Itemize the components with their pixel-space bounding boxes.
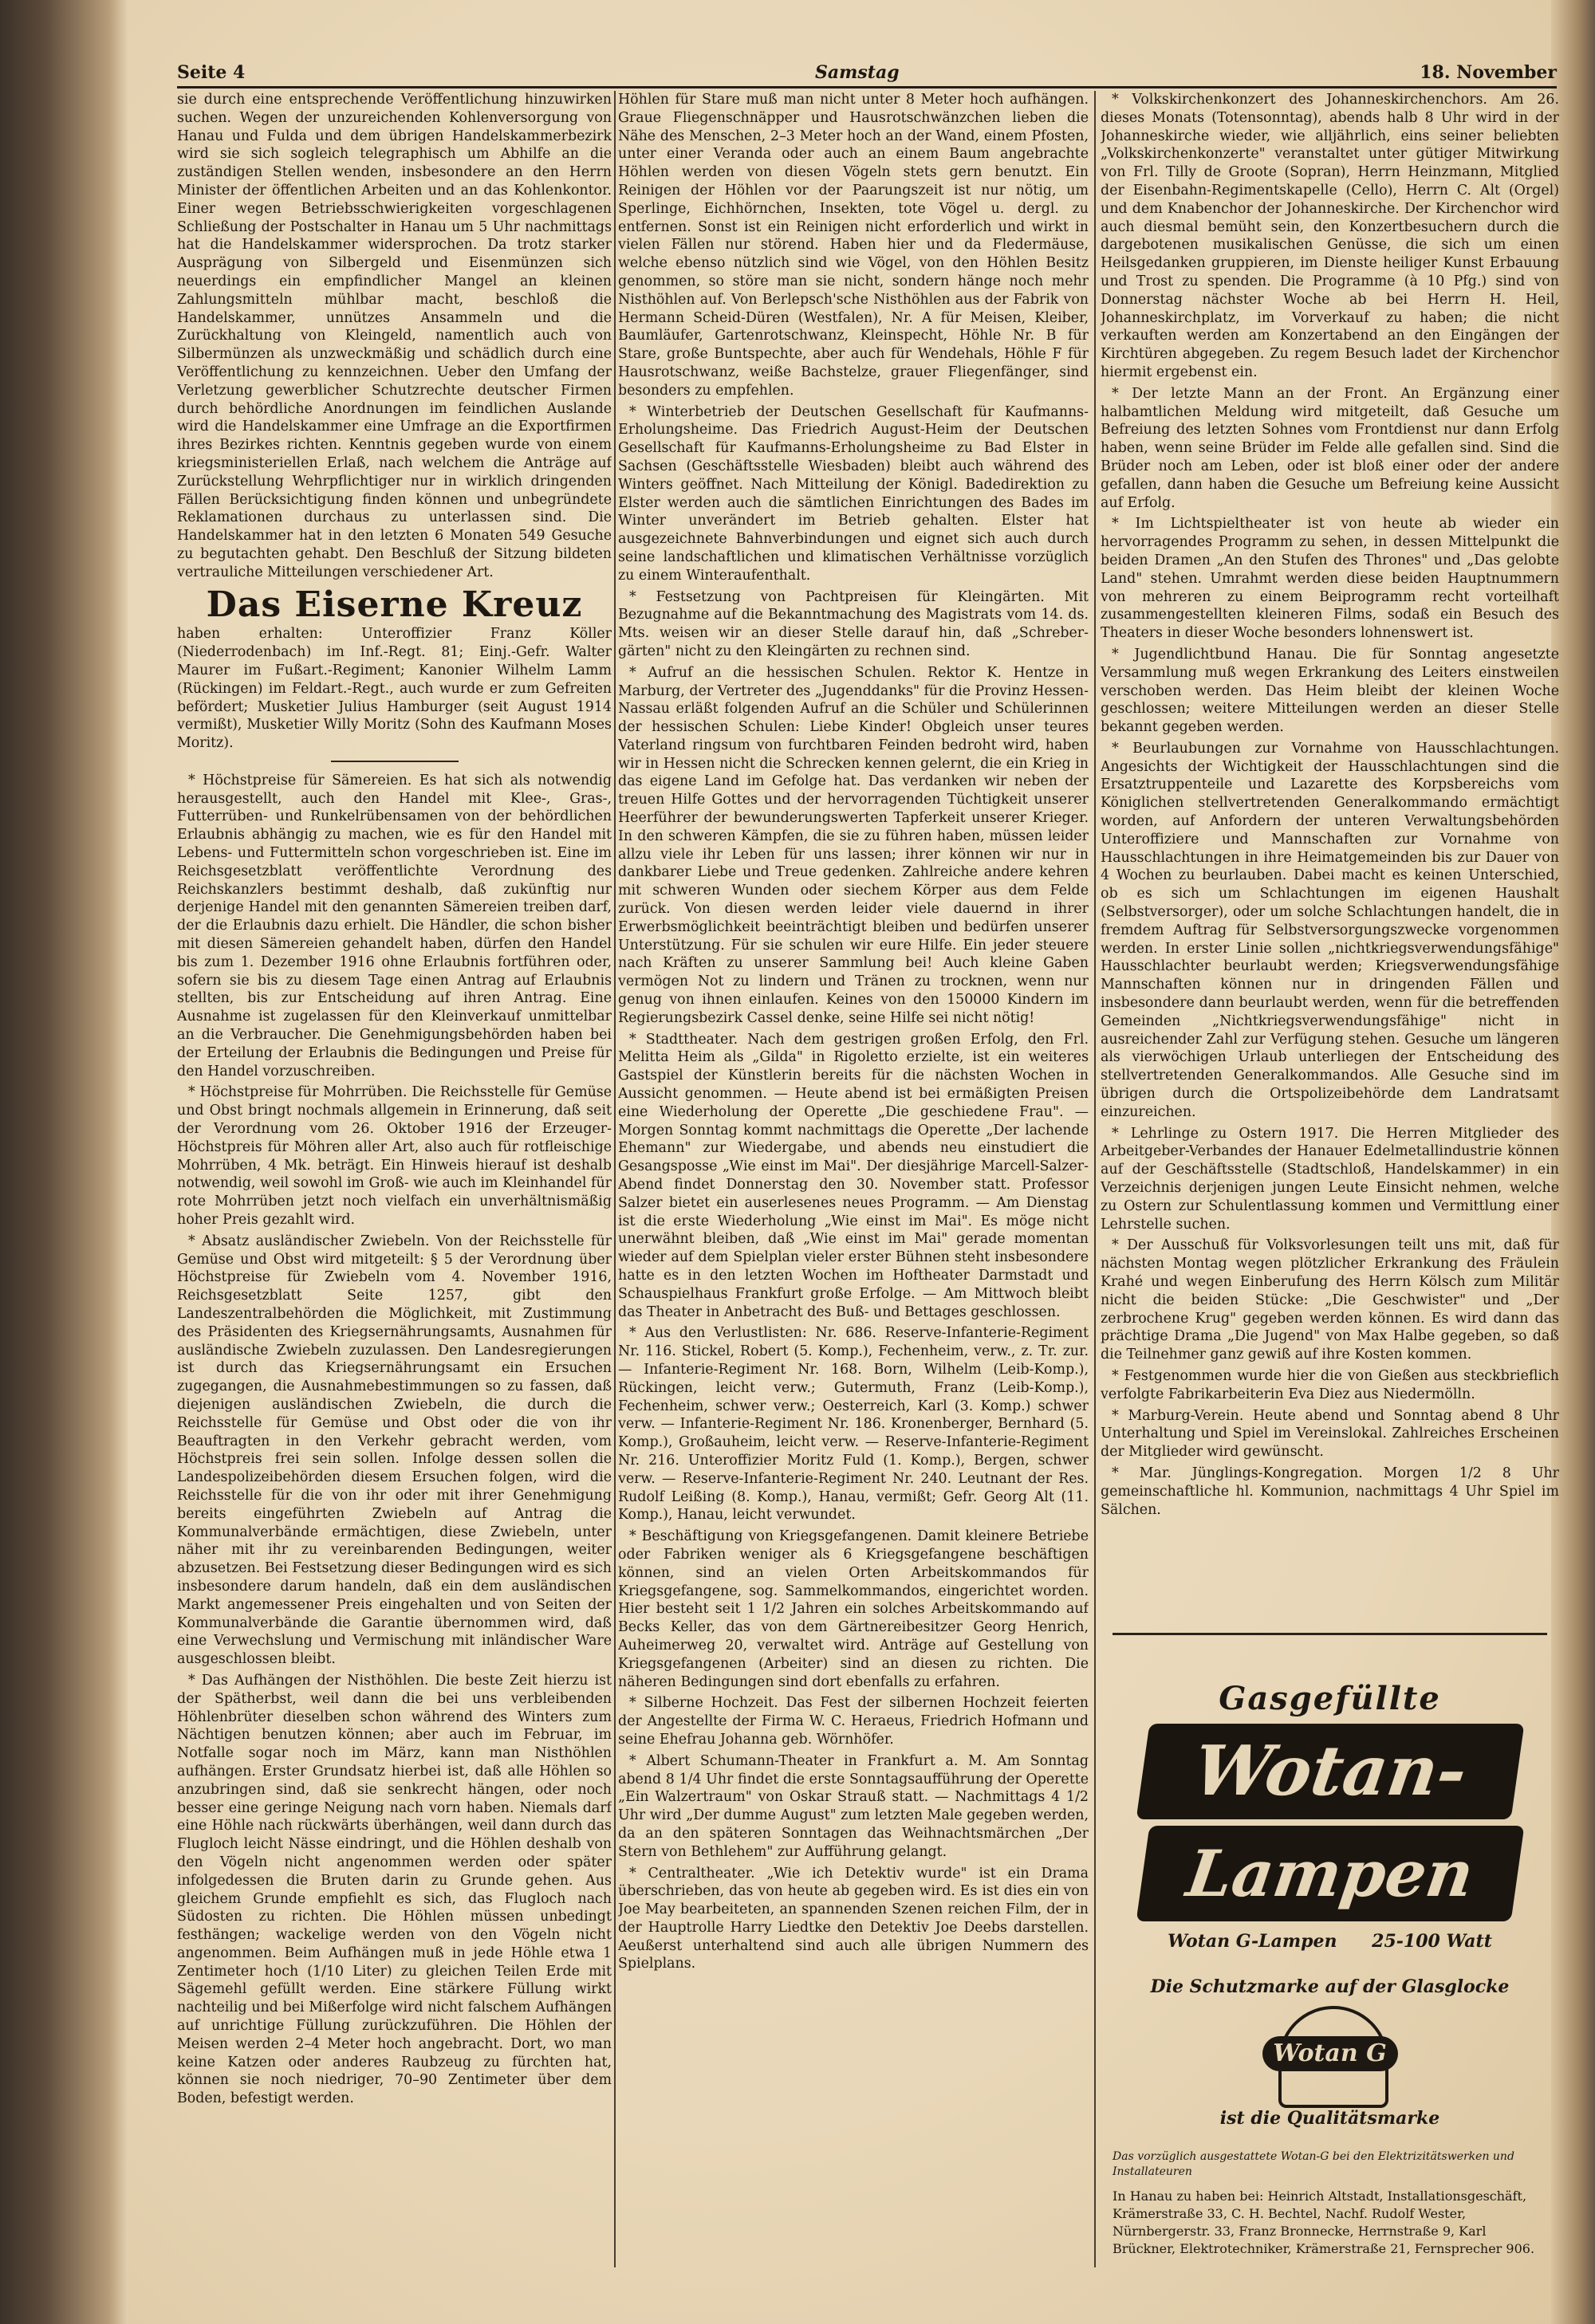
column-1 — [177, 91, 612, 2279]
ad-wattage: 25-100 Watt — [1372, 1931, 1492, 1952]
article-paragraph: * Marburg-Verein. Heute abend und Sonntag abend 8 Uhr Unterhaltung und Spiel im Vereinslokal. Zahlreiches Erscheinen der Mitglieder wird gewünscht. — [1101, 1407, 1559, 1461]
ad-mark-label: Die Schutzmarke auf der Glasglocke — [1150, 1976, 1510, 1997]
article-paragraph: * Aus den Verlustlisten: Nr. 686. Reserve-Infanterie-Regiment Nr. 116. Stickel, Robert (5. Komp.), Fechenheim, verw., z. Tr. zur. — Infanterie-Regiment Nr. 168. Born, Wilhelm (Leib-Komp.), Rückingen, leicht verw.; Gutermuth, Franz (Leib-Komp.), Fechenheim, schwer verw.; Oesterreich, Karl (3. Komp.) schwer verw. — Infanterie-Regiment Nr. 186. Kronenberger, Bernhard (5. Komp.), Großauheim, leicht verw. — Reserve-Infanterie-Regiment Nr. 216. Unteroffizier Moritz Fuld (1. Komp.), Bergen, schwer verw. — Reserve-Infanterie-Regiment Nr. 240. Leutnant der Res. Rudolf Leißing (8. Komp.), Hanau, vermißt; Gefr. Georg Alt (11. Komp.), Hanau, leicht verwundet. — [618, 1325, 1089, 1524]
article-paragraph: * Mar. Jünglings-Kongregation. Morgen 1/2 8 Uhr gemeinschaftliche hl. Kommunion, nachmittags 4 Uhr Spiel im Sälchen. — [1101, 1465, 1559, 1518]
ad-dealers: In Hanau zu haben bei: Heinrich Altstadt, Installationsgeschäft, Krämerstraße 33, C. H. Bechtel, Nachf. Rudolf Wester, Nürnbergerstr. 33, Franz Bronnecke, Herrnstraße 9, Karl Brückner, Elektrotechniker, Krämerstraße 21, Fernsprecher 906. — [1113, 2188, 1535, 2256]
article-paragraph: * Lehrlinge zu Ostern 1917. Die Herren Mitglieder des Arbeitgeber-Verbandes der Hanauer Edelmetallindustrie können auf der Geschäftsstelle (Stadtschloß, Handelskammer) in ein Verzeichnis derjenigen jungen Leute Einsicht nehmen, welche zu Ostern zur Schulentlassung kommen und Vermittlung einer Lehrstelle suchen. — [1101, 1125, 1559, 1233]
article-paragraph: * Jugendlichtbund Hanau. Die für Sonntag angesetzte Versammlung muß wegen Erkrankung des Leiters einstweilen verschoben werden. Das Heim bleibt der kleinen Woche geschlossen; weitere Mitteilungen werden an dieser Stelle bekannt gegeben werden. — [1101, 646, 1559, 736]
column-rule — [1094, 91, 1096, 2267]
lamp-advertisement — [1113, 1633, 1547, 2281]
bell-logo-text: Wotan G — [1262, 2036, 1398, 2071]
binding-edge — [0, 0, 128, 2324]
ad-note: Das vorzüglich ausgestattete Wotan-G bei den Elektrizitätswerken und Installateuren — [1113, 2150, 1514, 2178]
column-rule — [614, 91, 616, 2267]
article-paragraph: * Höchstpreise für Mohrrüben. Die Reichsstelle für Gemüse und Obst bringt nochmals allgemein in Erinnerung, daß seit der Verordnung vom 26. Oktober 1916 der Erzeuger-Höchstpreis für Möhren aller Art, also auch für rotfleischige Mohrrüben, 4 Mk. beträgt. Ein Hinweis hierauf ist deshalb notwendig, weil sowohl im Groß- wie auch im Kleinhandel für rote Mohrrüben jetzt noch vielfach ein unverhältnismäßig hoher Preis gezahlt wird. — [177, 1084, 612, 1229]
separator — [331, 761, 459, 762]
article-paragraph: * Albert Schumann-Theater in Frankfurt a. M. Am Sonntag abend 8 1/4 Uhr findet die erste Sonntagsaufführung der Operette „Ein Walzertraum" von Oskar Strauß statt. — Nachmittags 4 1/2 Uhr wird „Der dumme August" zum letzten Male gegeben werden, da an den späteren Sonntagen das Weihnachtsmärchen „Der Stern von Bethlehem" zur Aufführung gelangt. — [618, 1752, 1089, 1860]
article-paragraph: * Winterbetrieb der Deutschen Gesellschaft für Kaufmanns-Erholungsheime. Das Friedrich August-Heim der Deutschen Gesellschaft für Kaufmanns-Erholungsheime zu Bad Elster in Sachsen (Geschäftsstelle Wiesbaden) bleibt auch während des Winters geöffnet. Nach Mitteilung der Königl. Badedirektion zu Elster werden auch die sämtlichen Einrichtungen des Bades im Winter unverändert im Betrieb gehalten. Elster hat ausgezeichnete Bahnverbindungen und eignet sich auch durch seine landschaftlichen und klimatischen Verhältnisse vorzüglich zu einem Winteraufenthalt. — [618, 403, 1089, 584]
weekday: Samstag — [815, 62, 900, 83]
article-paragraph: * Silberne Hochzeit. Das Fest der silbernen Hochzeit feierten der Angestellte der Firma W. C. Heraeus, Friedrich Hofmann und seine Ehefrau Johanna geb. Wörnhöfer. — [618, 1695, 1089, 1748]
header-rule — [177, 86, 1557, 88]
article-paragraph: * Der letzte Mann an der Front. An Ergänzung einer halbamtlichen Meldung wird mitgeteilt, daß Gesuche um Befreiung des letzten Sohnes vom Frontdienst nur dann Erfolg haben, wenn seine Brüder im Felde alle gefallen sind. Sind die Brüder noch am Leben, oder ist bloß einer oder der andere gefallen, dann haben die Gesuche um Befreiung keine Aussicht auf Erfolg. — [1101, 385, 1559, 511]
article-paragraph: * Beurlaubungen zur Vornahme von Hausschlachtungen. Angesichts der Wichtigkeit der Hausschlachtungen sind die Ersatztruppenteile und Lazarette des Korpsbereichs vom Königlichen stellvertretenden Generalkommando ermächtigt worden, auf Anfordern der unteren Verwaltungsbehörden Unteroffiziere und Mannschaften zur Vornahme von Hausschlachtungen in ihre Heimatgemeinden bis zur Dauer von 4 Wochen zu beurlauben. Dabei macht es keinen Unterschied, ob es sich um Schlachtungen im eigenen Haushalt (Selbstversorger), oder um solche Schlachtungen handelt, die in fremdem Auftrag für Selbstversorgungszwecke vorgenommen werden. In erster Linie sollen „nichtkriegsverwendungsfähige" Hausschlachter beurlaubt werden; Kriegsverwendungsfähige Mannschaften können nur in dringenden Fällen und insbesondere dann beurlaubt werden, wenn für die betreffenden Gemeinden „Nichtkriegsverwendungsfähige" nicht in ausreichender Zahl zur Verfügung stehen. Gesuche um längeren als vierwöchigen Urlaub unterliegen der Entscheidung des stellvertretenden Generalkommandos. Alle Gesuche sind im übrigen durch die Ortspolizeibehörde dem Landratsamt einzureichen. — [1101, 740, 1559, 1120]
ad-brand-2: Lampen — [1136, 1826, 1524, 1921]
ad-tagline: Gasgefüllte — [1219, 1680, 1441, 1717]
article-paragraph: * Stadttheater. Nach dem gestrigen großen Erfolg, den Frl. Melitta Heim als „Gilda" in Rigoletto erzielte, ist ein weiteres Gastspiel der Künstlerin bereits für die nächsten Wochen in Aussicht genommen. — Heute abend ist bei ermäßigten Preisen eine Wiederholung der Operette „Die geschiedene Frau". — Morgen Sonntag kommt nachmittags die Operette „Der lachende Ehemann" zur Wiedergabe, und abends neu einstudiert die Gesangsposse „Wie einst im Mai". Der diesjährige Marcell-Salzer-Abend findet Donnerstag den 30. November statt. Professor Salzer bietet ein auserlesenes neues Programm. — Am Dienstag ist die erste Wiederholung „Wie einst im Mai". Es möge nicht unerwähnt bleiben, daß „Wie einst im Mai" gerade momentan wieder auf dem Spielplan vieler erster Bühnen steht insbesondere hatte es in den letzten Wochen im Hoftheater Darmstadt und Schauspielhaus Frankfurt große Erfolge. — Am Mittwoch bleibt das Theater in Anbetracht des Buß- und Bettages geschlossen. — [618, 1031, 1089, 1320]
article-paragraph: * Centraltheater. „Wie ich Detektiv wurde" ist ein Drama überschrieben, das von heute ab gegeben wird. Es ist dies ein von Joe May bearbeiteten, an spannenden Szenen reichen Film, der in der Hauptrolle Harry Liedtke den Detektiv Joe Deebs darstellen. Aeußerst unterhaltend sind auch alle übrigen Nummern des Spielplans. — [618, 1865, 1089, 1972]
article-paragraph: Höhlen für Stare muß man nicht unter 8 Meter hoch aufhängen. Graue Fliegenschnäpper und Hausrotschwänzchen lieben die Nähe des Menschen, 2–3 Meter hoch an der Wand, einem Pfosten, unter einer Veranda oder auch an einem Baum angebrachte Höhlen werden von diesen Vögeln stets gern benutzt. Ein Reinigen der Höhlen vor der Paarungszeit ist nur nötig, um Sperlinge, Eichhörnchen, Insekten, tote Vögel u. dergl. zu entfernen. Sonst ist ein Reinigen nicht erforderlich und wirkt in vielen Fällen nur störend. Haben hier und da Fledermäuse, welche ebenso nützlich sind wie Vögel, von den Höhlen Besitz genommen, so störe man sie nicht, sondern hänge noch mehr Nisthöhlen auf. Von Berlepsch'sche Nisthöhlen aus der Fabrik von Hermann Scheid-Düren (Westfalen), Nr. A für Meisen, Kleiber, Baumläufer, Gartenrotschwanz, Kleinspecht, Höhle Nr. B für Stare, große Buntspechte, aber auch für Wendehals, Höhle F für Hausrotschwanz, weiße Bachstelze, grauer Fliegenfänger, sind besonders zu empfehlen. — [618, 92, 1089, 399]
ad-brand: Wotan- — [1136, 1724, 1524, 1819]
bell-logo-icon — [1262, 2006, 1398, 2102]
article-paragraph: haben erhalten: Unteroffizier Franz Köller (Niederrodenbach) im Inf.-Regt. 81; Einj.-Gefr. Walter Maurer im Fußart.-Regiment; Kanonier Wilhelm Lamm (Rückingen) im Feldart.-Regt., auch wurde er zum Gefreiten befördert; Musketier Julius Hamburger (seit August 1914 vermißt), Musketier Willy Moritz (Sohn des Kaufmann Moses Moritz). — [177, 626, 612, 752]
ad-subline — [1113, 1931, 1547, 1952]
article-paragraph: sie durch eine entsprechende Veröffentlichung hinzuwirken suchen. Wegen der unzureichenden Kohlenversorgung von Hanau und Fulda und dem übrigen Handelskammerbezirk wird sie sich sogleich telegraphisch um Abhilfe an die zuständigen Stellen wenden, insbesondere an den Herrn Minister der öffentlichen Arbeiten und an das Kohlenkontor. Einer wegen Betriebsschwierigkeiten vorgeschlagenen Schließung der Postschalter in Hanau um 5 Uhr nachmittags hat die Handelskammer widersprochen. Da trotz starker Ausprägung von Silbergeld und Eisenmünzen sich neuerdings ein empfindlicher Mangel an kleinen Zahlungsmitteln mühlbar macht, beschloß die Handelskammer, unnützes Ansammeln und die Zurückhaltung von Kleingeld, namentlich auch von Silbermünzen als unzweckmäßig und schädlich durch eine Veröffentlichung zu kennzeichnen. Ueber den Umfang der Verletzung gewerblicher Schutzrechte deutscher Firmen durch behördliche Anordnungen im feindlichen Auslande wird die Handelskammer eine Umfrage an die Exportfirmen ihres Bezirkes richten. Kenntnis gegeben wurde von einem kriegsministeriellen Erlaß, nach welchem die Anträge auf Zurückstellung Wehrpflichtiger nur in wirklich dringenden Fällen Berücksichtigung finden können und unbegründete Reklamationen durchaus zu unterlassen sind. Die Handelskammer hat in den letzten 6 Monaten 549 Gesuche zu begutachten gehabt. Den Beschluß der Sitzung bildeten vertrauliche Mitteilungen verschiedener Art. — [177, 92, 612, 580]
section-headline: Das Eiserne Kreuz — [206, 584, 583, 625]
article-paragraph: * Volkskirchenkonzert des Johanneskirchenchors. Am 26. dieses Monats (Totensonntag), abends halb 8 Uhr wird in der Johanneskirche wieder, wie alljährlich, eins seiner beliebten „Volkskirchenkonzerte" veranstaltet unter gütiger Mitwirkung von Frl. Tilly de Groote (Sopran), Herrn Heinzmann, Mitglied der Eisenbahn-Regimentskapelle (Cello), Herrn C. Alt (Orgel) und dem Knabenchor der Johanneskirche. Der Kirchenchor wird auch diesmal bemüht sein, den Konzertbesuchern durch die dargebotenen musikalischen Genüsse, die sich um einen Heilsgedanken gruppieren, im Dienste heiliger Kunst Erbauung und Trost zu spenden. Die Programme (à 10 Pfg.) sind von Donnerstag nächster Woche ab bei Herrn H. Heil, Johanneskirchplatz, im Vorverkauf zu haben; die nicht verkauften werden am Konzertabend an den Eingängen der Kirchtüren abgegeben. Zu regem Besuch ladet der Kirchenchor hiermit ergebenst ein. — [1101, 92, 1559, 380]
article-paragraph: * Aufruf an die hessischen Schulen. Rektor K. Hentze in Marburg, der Vertreter des „Jugenddanks" für die Provinz Hessen-Nassau erläßt folgenden Aufruf an die Schüler und Schülerinnen der hessischen Schulen: Liebe Kinder! Obgleich unser teures Vaterland ringsum von furchtbaren Feinden bedroht wird, haben wir in Hessen nicht die Schrecken kennen gelernt, die ein Krieg in das eigene Land im Gefolge hat. Das verdanken wir neben der treuen Hilfe Gottes und der hervorragenden Tüchtigkeit unserer Heerführer der bewunderungswerten Tapferkeit unserer Krieger. In den schweren Kämpfen, die sie zu führen haben, müssen leider allzu viele ihr Leben für uns lassen; ihrer können wir nur in dankbarer Liebe und Treue gedenken. Zahlreiche andere kehren mit schweren Wunden oder siechem Körper aus dem Felde zurück. Von diesen werden leider viele dauernd in ihrer Erwerbsmöglichkeit beeinträchtigt bleiben und bedürfen unserer Unterstützung. Für sie schulen wir eure Hilfe. Ein jeder steuere nach Kräften zu unserer Sammlung bei! Auch kleine Gaben vermögen Not zu lindern und Tränen zu trocknen, wenn nur genug von ihnen einlaufen. Keines von den 150000 Kindern im Regierungsbezirk Cassel denke, seine Hilfe sei nicht nötig! — [618, 664, 1089, 1026]
page-number: Seite 4 — [177, 62, 246, 83]
ad-quality-mark: ist die Qualitätsmarke — [1219, 2108, 1440, 2129]
date: 18. November — [1420, 62, 1557, 83]
article-paragraph: * Absatz ausländischer Zwiebeln. Von der Reichsstelle für Gemüse und Obst wird mitgeteilt: § 5 der Verordnung über Höchstpreise für Zwiebeln vom 4. November 1916, Reichsgesetzblatt Seite 1257, gibt den Landeszentralbehörden die Möglichkeit, mit Zustimmung des Präsidenten des Kriegsernährungsamts, Ausnahmen für ausländische Zwiebeln zuzulassen. Den Landesregierungen ist durch das Kriegsernährungsamt ein Ersuchen zugegangen, die Ausnahmebestimmungen so zu fassen, daß diejenigen ausländischen Zwiebeln, die durch die Reichsstelle für Gemüse und Obst oder die von ihr Beauftragten in den Verkehr gebracht werden, vom Höchstpreis frei sein sollen. Infolge dessen sollen die Landespolizeibehörden diesem Ersuchen folgen, wird die Reichsstelle für die von ihr oder mit ihrer Genehmigung bereits eingeführten Zwiebeln auf Antrag die Kommunalverbände ermächtigen, diese Zwiebeln, unter näher mit ihr zu vereinbarenden Bedingungen, weiter abzusetzen. Bei Festsetzung dieser Bedingungen wird es sich insbesondere darum handeln, daß ein dem ausländischen Markt angemessener Preis eingehalten und von Seiten der Kommunalverbände die Garantie übernommen wird, daß eine Verwechslung und Vermischung mit inländischer Ware ausgeschlossen bleibt. — [177, 1233, 612, 1668]
ad-product: Wotan G-Lampen — [1168, 1931, 1337, 1952]
column-2 — [618, 91, 1089, 2279]
page-header — [177, 62, 1557, 89]
article-paragraph: * Festsetzung von Pachtpreisen für Kleingärten. Mit Bezugnahme auf die Bekanntmachung des Magistrats vom 14. ds. Mts. weisen wir an dieser Stelle darauf hin, daß „Schreber-gärten" nicht zu den Kleingärten zu rechnen sind. — [618, 588, 1089, 659]
article-paragraph: * Im Lichtspieltheater ist von heute ab wieder ein hervorragendes Programm zu sehen, in dessen Mittelpunkt die beiden Dramen „An den Stufen des Thrones" und „Das gelobte Land" stehen. Umrahmt werden diese beiden Hauptnummern von mehreren zu einem Beiprogramm recht vorteilhaft zusammengestellten kleineren Films, sodaß ein Besuch des Theaters in dieser Woche besonders lohnenswert ist. — [1101, 516, 1559, 642]
article-paragraph: * Höchstpreise für Sämereien. Es hat sich als notwendig herausgestellt, auch den Handel mit Klee-, Gras-, Futterrüben- und Runkelrübensamen von der behördlichen Erlaubnis abhängig zu machen, wie es für den Handel mit Lebens- und Futtermitteln schon vorgeschrieben ist. Eine im Reichsgesetzblatt veröffentlichte Verordnung des Reichskanzlers bestimmt deshalb, daß zukünftig nur derjenige Handel mit den genannten Sämereien treiben darf, der die Erlaubnis dazu erhielt. Die Händler, die schon bisher mit diesen Sämereien gehandelt haben, dürfen den Handel bis zum 1. Dezember 1916 ohne Erlaubnis fortführen oder, sofern sie bis zu diesem Tage einen Antrag auf Erlaubnis stellten, bis zur Entscheidung auf ihren Antrag. Eine Ausnahme ist zugelassen für den Kleinverkauf unmittelbar an die Verbraucher. Die Genehmigungsbehörden haben bei der Erteilung der Erlaubnis die Bedingungen und Preise für den Handel vorzuschreiben. — [177, 772, 612, 1079]
article-paragraph: * Beschäftigung von Kriegsgefangenen. Damit kleinere Betriebe oder Fabriken weniger als 6 Kriegsgefangene beschäftigen können, sind an vielen Orten Arbeitskommandos für Kriegsgefangene, sog. Sammelkommandos, eingerichtet worden. Hier besteht seit 1 1/2 Jahren ein solches Arbeitskommando auf Becks Keller, das von dem Gärtnereibesitzer Georg Henrich, Auheimerweg 20, verwaltet wird. Anträge auf Gestellung von Kriegsgefangenen (Arbeiter) sind an diesen zu richten. Die näheren Bedingungen sind dort ebenfalls zu erfahren. — [618, 1528, 1089, 1690]
article-paragraph: * Das Aufhängen der Nisthöhlen. Die beste Zeit hierzu ist der Spätherbst, weil dann die bei uns verbleibenden Höhlenbrüter dieselben schon während des Winters zum Nächtigen benutzen können; aber auch im Februar, im Notfalle sogar noch im März, kann man Nisthöhlen aufhängen. Erster Grundsatz hierbei ist, daß alle Höhlen so anzubringen sind, daß sie senkrecht hängen, oder noch besser eine geringe Neigung nach vorn haben. Niemals darf eine Höhle nach rückwärts überhängen, weil dann durch das Flugloch leicht Nässe eindringt, und die Höhlen deshalb von den Vögeln nicht angenommen werden oder später infolgedessen die Bruten darin zu Grunde gehen. Aus gleichem Grunde empfiehlt es sich, das Flugloch nach Südosten zu richten. Die Höhlen müssen unbedingt festhängen; wackelige werden von den Vögeln nicht angenommen. Beim Aufhängen muß in jede Höhle etwa 1 Zentimeter hoch (1/10 Liter) zu gleichen Teilen Erde mit Sägemehl gefüllt werden. Eine stärkere Füllung wirkt nachteilig und bei Mißerfolge wird nicht falschem Aufhängen auf unrichtige Füllung zurückzuführen. Die Höhlen der Meisen werden 2–4 Meter hoch angebracht. Dort, wo man keine Katzen oder anderes Raubzeug zu fürchten hat, können sie noch niedriger, 70–90 Zentimeter über dem Boden, befestigt werden. — [177, 1672, 612, 2107]
article-paragraph: * Der Ausschuß für Volksvorlesungen teilt uns mit, daß für nächsten Montag wegen plötzlicher Erkrankung des Fräulein Krahé und wegen Einberufung des Herrn Kölsch zum Militär nicht die beiden Stücke: „Die Geschwister" und „Der zerbrochene Krug" gegeben werden können. Es wird dann das prächtige Drama „Die Jugend" von Max Halbe gegeben, so daß die Teilnehmer ganz gewiß auf ihre Kosten kommen. — [1101, 1237, 1559, 1363]
article-paragraph: * Festgenommen wurde hier die von Gießen aus steckbrieflich verfolgte Fabrikarbeiterin Eva Diez aus Niedermölln. — [1101, 1367, 1559, 1402]
column-3 — [1101, 91, 1559, 1626]
